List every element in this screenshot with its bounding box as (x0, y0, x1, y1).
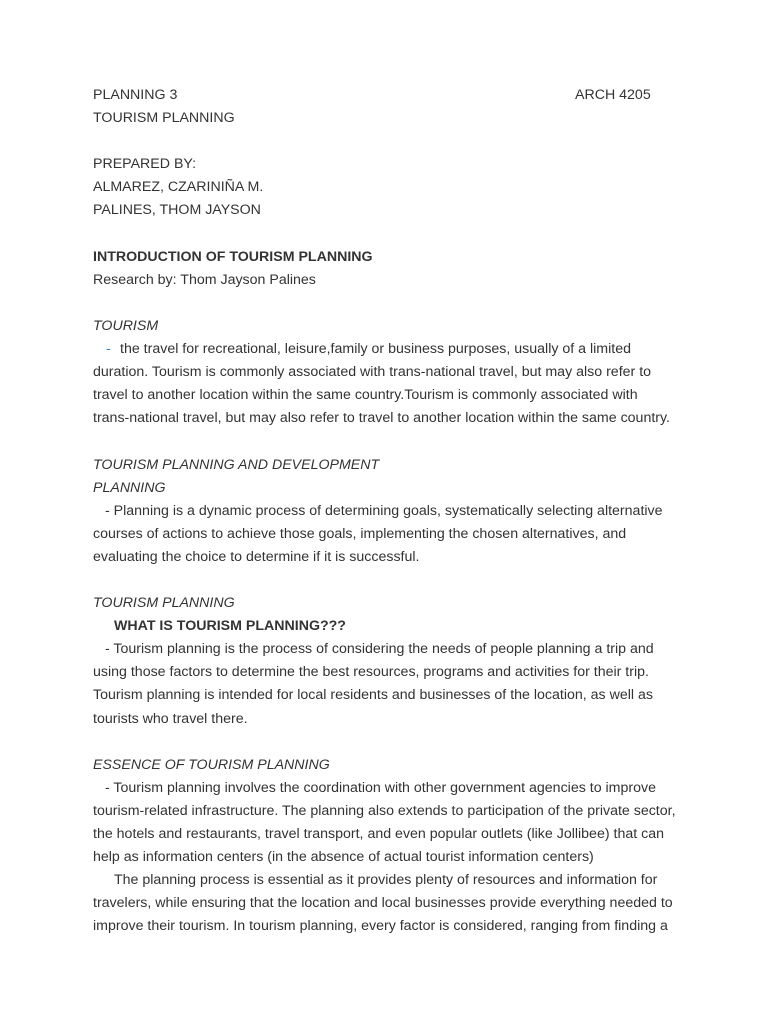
essence-heading: ESSENCE OF TOURISM PLANNING (93, 756, 330, 773)
spacer (93, 430, 683, 453)
paragraph-line: tourists who travel there. (93, 710, 248, 727)
spacer (93, 569, 683, 592)
paragraph-line: the hotels and restaurants, travel transport, and even popular outlets (like Jollibee) that can (93, 826, 664, 842)
paragraph-line: travelers, while ensuring that the location and local businesses provide everything needed to (93, 895, 673, 912)
tourism-heading: TOURISM (93, 317, 159, 334)
paragraph-line: evaluating the choice to determine if it is successful. (93, 548, 420, 565)
dash-bullet: - (106, 341, 111, 358)
research-credit: Research by: Thom Jayson Palines (93, 271, 316, 288)
document-page (93, 84, 683, 938)
paragraph-line: courses of actions to achieve those goals, implementing the chosen alternatives, and (93, 525, 627, 542)
course-name: PLANNING 3 (93, 87, 178, 103)
course-line (93, 84, 683, 107)
spacer (93, 292, 683, 315)
planning-subheading: PLANNING (93, 479, 166, 496)
paragraph-line: tourism-related infrastructure. The planning also extends to participation of the private sector, (93, 802, 676, 819)
paragraph-line: improve their tourism. In tourism planning, every factor is considered, ranging from finding a (93, 918, 668, 935)
section-title: INTRODUCTION OF TOURISM PLANNING (93, 248, 373, 265)
paragraph-line: help as information centers (in the absence of actual tourist information centers) (93, 849, 594, 866)
author-name: ALMAREZ, CZARINIÑA M. (93, 179, 264, 196)
author-name: PALINES, THOM JAYSON (93, 202, 261, 219)
subject-line: TOURISM PLANNING (93, 110, 235, 127)
paragraph-line: Tourism planning is intended for local residents and businesses of the location, as well as (93, 687, 653, 704)
question-heading: WHAT IS TOURISM PLANNING??? (114, 618, 346, 635)
paragraph-line: - Planning is a dynamic process of determining goals, systematically selecting alternative (105, 502, 663, 519)
prepared-by-label: PREPARED BY: (93, 156, 197, 173)
paragraph-line: using those factors to determine the best resources, programs and activities for their trip. (93, 664, 649, 681)
paragraph-line: The planning process is essential as it provides plenty of resources and information for (114, 872, 658, 889)
course-code: ARCH 4205 (575, 87, 651, 103)
planning-heading: TOURISM PLANNING AND DEVELOPMENT (93, 456, 380, 473)
tourism-planning-heading: TOURISM PLANNING (93, 595, 235, 612)
paragraph-line: trans-national travel, but may also refer to travel to another location within the same country. (93, 410, 670, 427)
paragraph-line: - Tourism planning is the process of considering the needs of people planning a trip and (105, 641, 654, 658)
spacer (93, 130, 683, 153)
spacer (93, 223, 683, 246)
paragraph-line: - Tourism planning involves the coordination with other government agencies to improve (105, 779, 656, 796)
spacer (93, 731, 683, 754)
paragraph-line: travel to another location within the same country.Tourism is commonly associated with (93, 387, 638, 404)
paragraph-line: - the travel for recreational, leisure,family or business purposes, usually of a limited (93, 338, 683, 361)
paragraph-line: duration. Tourism is commonly associated with trans-national travel, but may also refer to (93, 364, 652, 381)
